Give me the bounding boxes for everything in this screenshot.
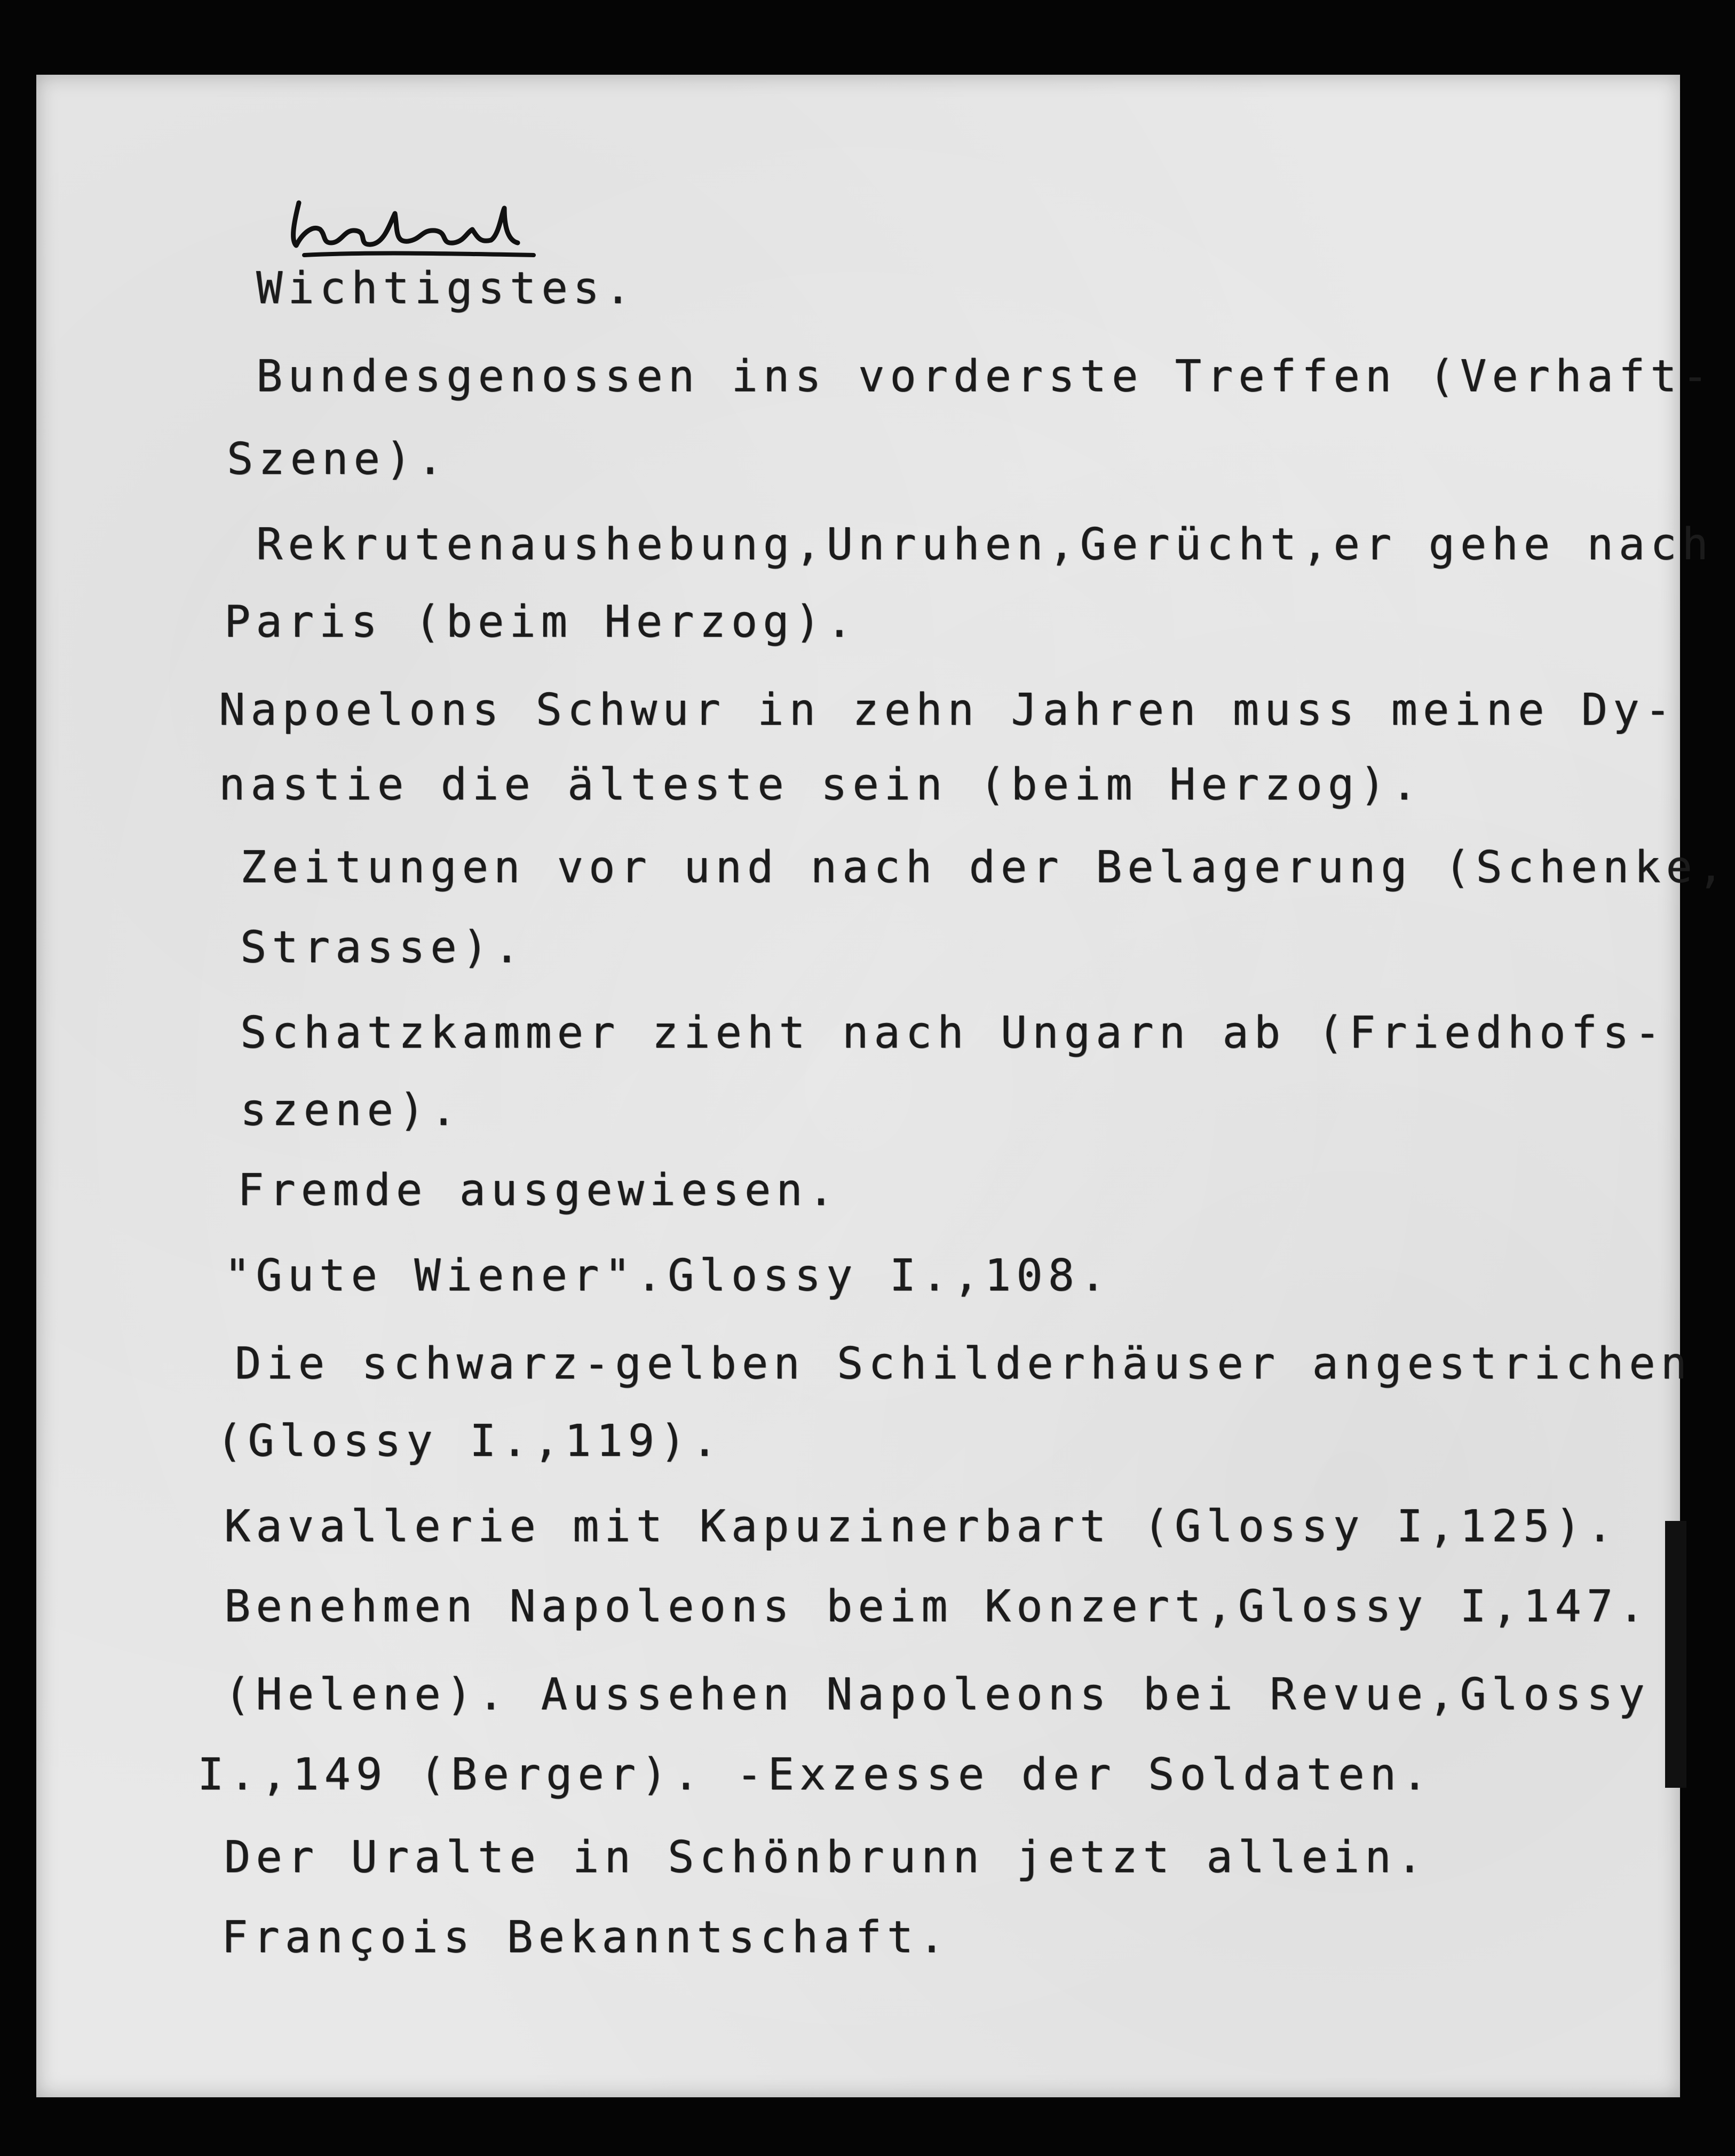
text-line-15: (Glossy I.,119). <box>216 1416 723 1467</box>
text-line-3: Szene). <box>227 434 449 485</box>
text-line-20: Der Uralte in Schönbrunn jetzt allein. <box>224 1832 1428 1883</box>
text-line-11: szene). <box>240 1085 462 1136</box>
text-line-13: "Gute Wiener".Glossy I.,108. <box>224 1250 1112 1301</box>
text-line-2: Bundesgenossen ins vorderste Treffen (Verhaft- <box>256 351 1714 402</box>
text-line-19: I.,149 (Berger). -Exzesse der Soldaten. <box>197 1749 1433 1800</box>
text-line-16: Kavallerie mit Kapuzinerbart (Glossy I,125). <box>224 1501 1619 1552</box>
text-line-17: Benehmen Napoleons beim Konzert,Glossy I,147. <box>224 1581 1650 1632</box>
text-line-14: Die schwarz-gelben Schilderhäuser angestrichen <box>235 1338 1692 1389</box>
text-line-1: Wichtigstes. <box>256 263 637 314</box>
text-line-21: François Bekanntschaft. <box>221 1912 950 1963</box>
text-line-4: Rekrutenaushebung,Unruhen,Gerücht,er gehe nach <box>256 519 1714 570</box>
text-line-18: (Helene). Aussehen Napoleons bei Revue,Glossy <box>224 1669 1650 1720</box>
text-line-7: nastie die älteste sein (beim Herzog). <box>219 759 1423 810</box>
text-line-10: Schatzkammer zieht nach Ungarn ab (Friedhofs- <box>240 1008 1666 1058</box>
text-line-9: Strasse). <box>240 922 526 973</box>
text-line-5: Paris (beim Herzog). <box>224 597 858 647</box>
text-line-6: Napoelons Schwur in zehn Jahren muss meine Dy- <box>219 685 1676 735</box>
text-line-12: Fremde ausgewiesen. <box>237 1165 839 1216</box>
handwritten-note <box>288 192 539 261</box>
text-line-8: Zeitungen vor und nach der Belagerung (Schenke, <box>240 842 1730 893</box>
page-edge-shadow <box>1665 1521 1686 1788</box>
